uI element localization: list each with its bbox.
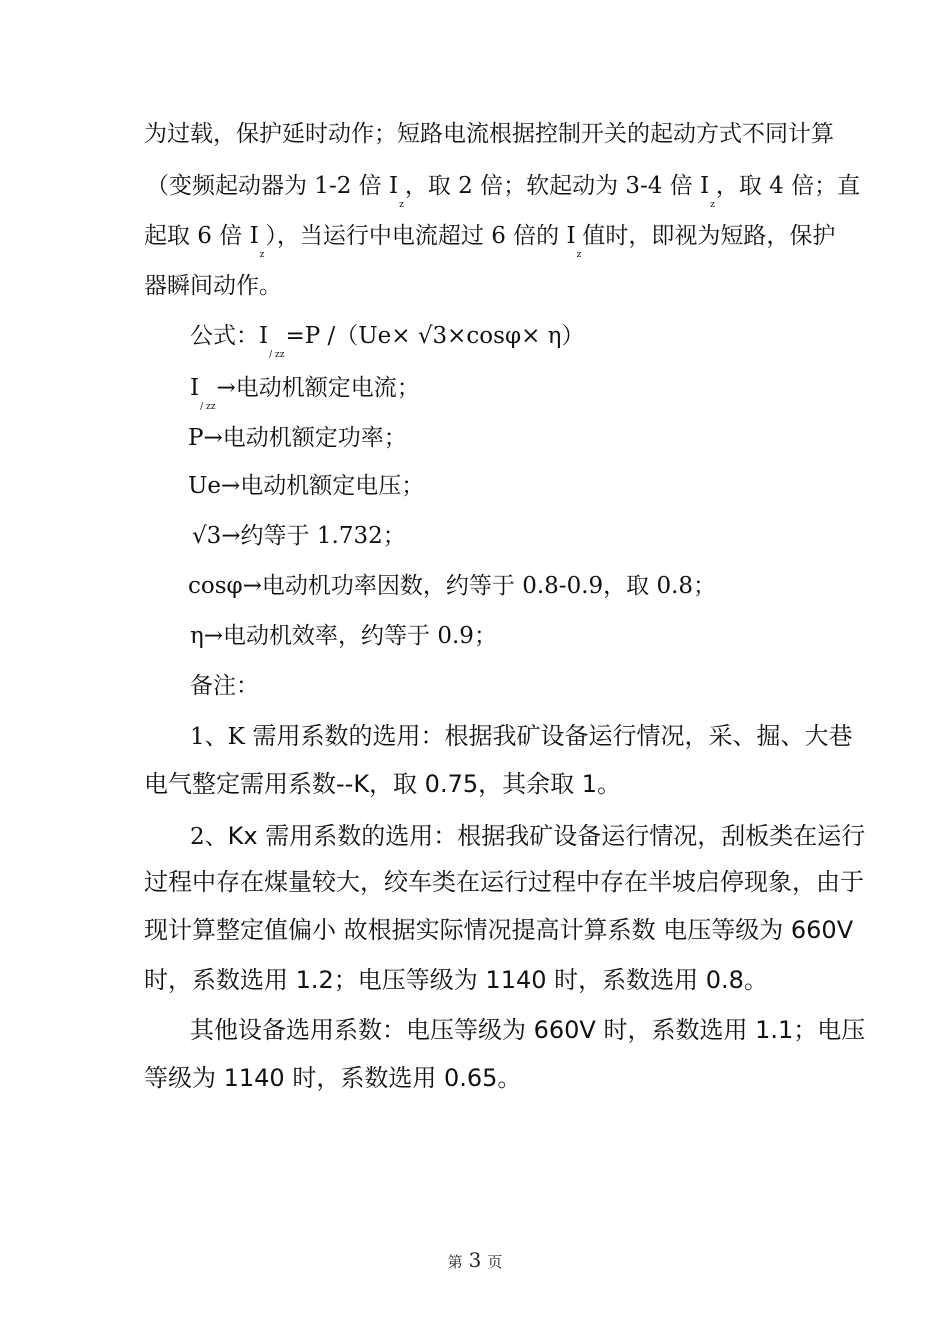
- text: 现计算整定值偏小 故根据实际情况提高计算系数 电压等级为 660V: [144, 916, 854, 944]
- definition-line: [188, 422, 407, 454]
- text: 公式：I: [190, 323, 269, 349]
- paragraph-line: [144, 270, 282, 302]
- formula-line: [190, 320, 585, 360]
- paragraph-line: [144, 118, 834, 150]
- note-line: [144, 768, 621, 800]
- text: 1、K: [190, 724, 245, 750]
- note-line: [190, 1014, 865, 1046]
- text: 为过载，保护延时动作；短路电流根据控制开关的起动方式不同计算: [144, 121, 834, 147]
- text: 2、: [190, 824, 228, 850]
- text: 起取 6 倍 I: [144, 223, 259, 249]
- text: （变频起动器为 1-2 倍 I: [146, 173, 399, 199]
- footer-suffix: 页: [487, 1253, 503, 1271]
- definition-line: [188, 570, 716, 602]
- definition-line: [188, 470, 424, 502]
- text: cosφ→电动机功率因数，约等于 0.8-0.9，取 0.8；: [188, 573, 717, 599]
- subscript: z: [576, 250, 582, 260]
- text: 备注：: [190, 673, 259, 699]
- notes-title: [190, 670, 259, 702]
- subscript: z: [259, 250, 265, 260]
- note-line: [190, 720, 852, 753]
- note-line: [190, 820, 865, 853]
- definition-line: [192, 520, 406, 552]
- note-line: [144, 866, 864, 898]
- text: ，取 2 倍；软起动为 3-4 倍 I: [404, 173, 710, 199]
- text: ），当运行中电流超过 6 倍的 I: [265, 223, 576, 249]
- text: √3→约等于 1.732；: [192, 523, 406, 549]
- text: 过程中存在煤量较大，绞车类在运行过程中存在半坡启停现象，由于: [144, 868, 864, 896]
- subscript: z: [710, 200, 715, 210]
- text: P→电动机额定功率；: [188, 425, 407, 451]
- definition-line: [190, 620, 497, 652]
- text: 值时，即视为短路，保护: [582, 223, 836, 249]
- paragraph-line: [146, 170, 861, 210]
- text: I: [190, 375, 200, 401]
- text: 其他设备选用系数：电压等级为 660V 时，系数选用 1.1；电压: [190, 1016, 866, 1044]
- note-line: [144, 1062, 521, 1094]
- text: =P /（Ue× √3×cosφ× η）: [285, 323, 585, 349]
- text: 时，系数选用 1.2；电压等级为 1140 时，系数选用 0.8。: [144, 966, 768, 994]
- text: Ue→电动机额定电压；: [188, 473, 425, 499]
- text: η→电动机效率，约等于 0.9；: [190, 623, 497, 649]
- page-footer: [0, 1248, 950, 1272]
- text: 等级为 1140 时，系数选用 0.65。: [144, 1064, 522, 1092]
- text: 器瞬间动作。: [144, 273, 282, 299]
- definition-line: [190, 372, 420, 412]
- note-line: [144, 964, 768, 996]
- text: Kx 需用系数的选用：根据我矿设备运行情况，刮板类在运行: [227, 822, 866, 850]
- subscript: / zz: [200, 402, 216, 412]
- subscript: z: [399, 200, 404, 210]
- text: 需用系数的选用：根据我矿设备运行情况，采、掘、大巷: [244, 722, 853, 750]
- subscript: / zz: [269, 350, 285, 360]
- text: 电气整定需用系数--K，取 0.75，其余取 1。: [144, 770, 622, 798]
- paragraph-line: [144, 220, 836, 260]
- note-line: [144, 914, 853, 946]
- footer-prefix: 第: [447, 1253, 463, 1271]
- text: ，取 4 倍；直: [715, 173, 861, 199]
- text: →电动机额定电流；: [216, 375, 420, 401]
- page-number: 3: [468, 1248, 482, 1272]
